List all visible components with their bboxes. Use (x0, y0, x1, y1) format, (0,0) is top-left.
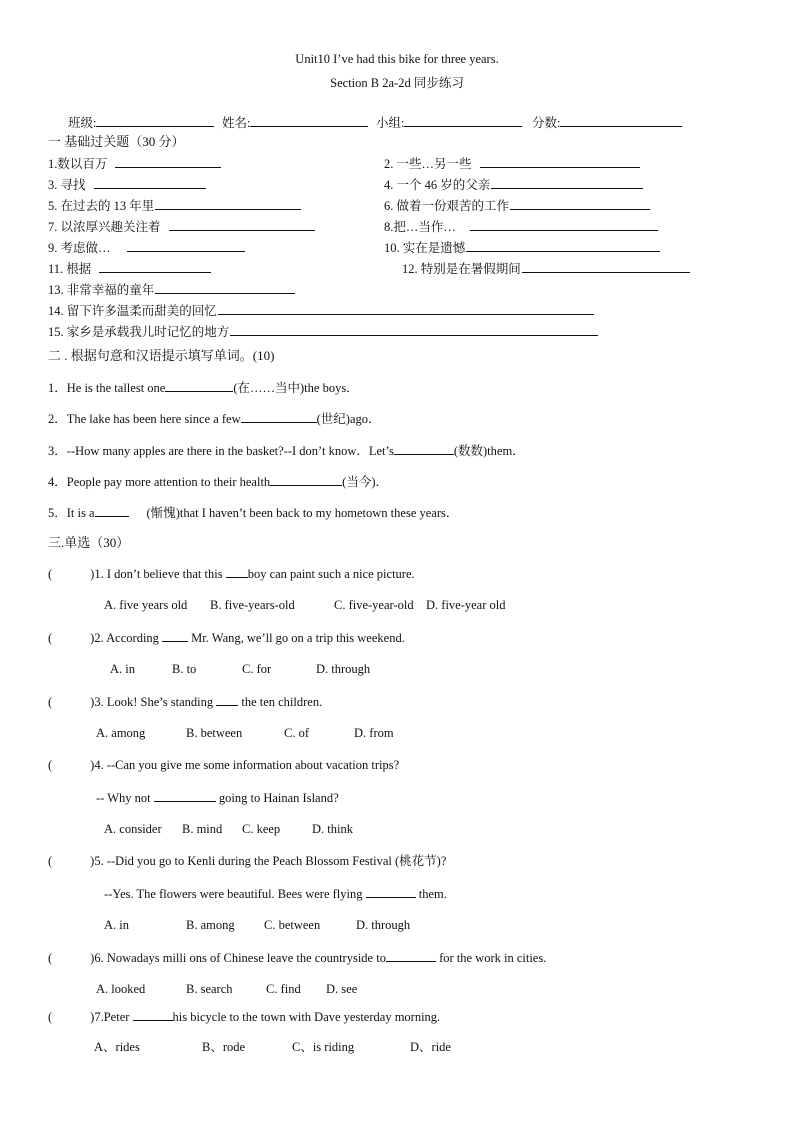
s2-item: 3．--How many apples are there in the basket?--I don’t know．Let’s (数数)them． (48, 444, 525, 458)
s1-item: 4. 一个 46 岁的父亲 (384, 176, 643, 193)
page-subtitle: Section B 2a-2d 同步练习 (330, 76, 464, 90)
score-label: 分数: (532, 116, 561, 130)
s1-item: 2. 一些…另一些 (384, 155, 640, 172)
class-label: 班级: (68, 116, 97, 130)
s2-item: 5．It is a (惭愧)that I haven’t been back to my hometown these years． (48, 506, 459, 520)
s3-option: D. through (356, 918, 411, 932)
s3-option: C. five-year-old (334, 598, 414, 612)
class-field (68, 114, 214, 131)
s3-option: B. mind (182, 822, 223, 836)
s1-item: 8.把…当作… (384, 218, 658, 235)
page-title: Unit10 I’ve had this bike for three years. (295, 52, 499, 66)
section3-heading: 三.单选（30） (48, 535, 130, 550)
s1-item: 14. 留下许多温柔而甜美的回忆 (48, 302, 594, 319)
s3-question: ( )7.Peter his bicycle to the town with Dave yesterday morning. (48, 1010, 441, 1024)
group-field (376, 114, 522, 131)
s1-item: 9. 考虑做… (48, 239, 245, 256)
s3-question: ( )4. --Can you give me some information about vacation trips? (48, 758, 400, 772)
s3-option: C. for (242, 662, 272, 676)
s3-option: D、ride (410, 1040, 451, 1054)
s1-item: 5. 在过去的 13 年里 (48, 197, 301, 214)
s3-option: A. five years old (104, 598, 188, 612)
class-blank (96, 114, 214, 127)
s3-option: B、rode (202, 1040, 246, 1054)
group-blank (404, 114, 522, 127)
s3-option: B. search (186, 982, 233, 996)
s1-item: 10. 实在是遗憾 (384, 239, 660, 256)
s3-question: ( )3. Look! She’s standing the ten children. (48, 695, 323, 709)
s3-option: A. in (104, 918, 129, 932)
s3-option: A、rides (94, 1040, 140, 1054)
s3-question: ( )5. --Did you go to Kenli during the Peach Blossom Festival (桃花节)? (48, 854, 447, 868)
s3-option: D. think (312, 822, 353, 836)
group-label: 小组: (376, 116, 405, 130)
name-blank (250, 114, 368, 127)
name-field (222, 114, 368, 131)
s2-item: 4．People pay more attention to their health (当今)． (48, 475, 388, 489)
name-label: 姓名: (222, 116, 251, 130)
score-field (532, 114, 682, 131)
s3-option: D. from (354, 726, 394, 740)
s3-option: A. looked (96, 982, 146, 996)
s3-option: C. between (264, 918, 321, 932)
s3-question: ( )1. I don’t believe that this boy can paint such a nice picture. (48, 567, 415, 581)
s1-item: 11. 根据 (48, 260, 211, 277)
score-blank (560, 114, 682, 127)
s1-item: 13. 非常幸福的童年 (48, 281, 295, 298)
s1-item: 12. 特别是在暑假期间 (402, 260, 690, 277)
section2-heading: 二 . 根据句意和汉语提示填写单词。(10) (48, 348, 275, 363)
s2-item: 2．The lake has been here since a few (世纪)ago． (48, 412, 381, 426)
s1-item: 7. 以浓厚兴趣关注着 (48, 218, 315, 235)
s3-question: ( )6. Nowadays milli ons of Chinese leave the countryside to for the work in cities. (48, 951, 547, 965)
section1-heading: 一 基础过关题（30 分） (48, 134, 185, 149)
s3-option: C、is riding (292, 1040, 355, 1054)
s3-option: A. among (96, 726, 146, 740)
s3-option: B. five-years-old (210, 598, 295, 612)
s1-item: 1.数以百万 (48, 155, 221, 172)
s3-option: C. keep (242, 822, 281, 836)
s3-option: C. find (266, 982, 301, 996)
s3-question-reply: -- Why not going to Hainan Island? (96, 791, 339, 805)
s3-option: B. to (172, 662, 197, 676)
s3-option: D. through (316, 662, 371, 676)
s1-item: 3. 寻找 (48, 176, 206, 193)
s3-option: A. consider (104, 822, 162, 836)
s3-option: C. of (284, 726, 309, 740)
s3-option: B. among (186, 918, 235, 932)
s3-question: ( )2. According Mr. Wang, we’ll go on a trip this weekend. (48, 631, 405, 645)
s1-item: 6. 做着一份艰苦的工作 (384, 197, 650, 214)
s3-option: B. between (186, 726, 243, 740)
s1-item: 15. 家乡是承载我儿时记忆的地方 (48, 323, 598, 340)
s2-item: 1．He is the tallest one (在……当中)the boys． (48, 381, 359, 395)
s3-option: D. five-year old (426, 598, 506, 612)
s3-question-reply: --Yes. The flowers were beautiful. Bees were flying them. (104, 887, 447, 901)
s3-option: A. in (110, 662, 135, 676)
s3-option: D. see (326, 982, 358, 996)
